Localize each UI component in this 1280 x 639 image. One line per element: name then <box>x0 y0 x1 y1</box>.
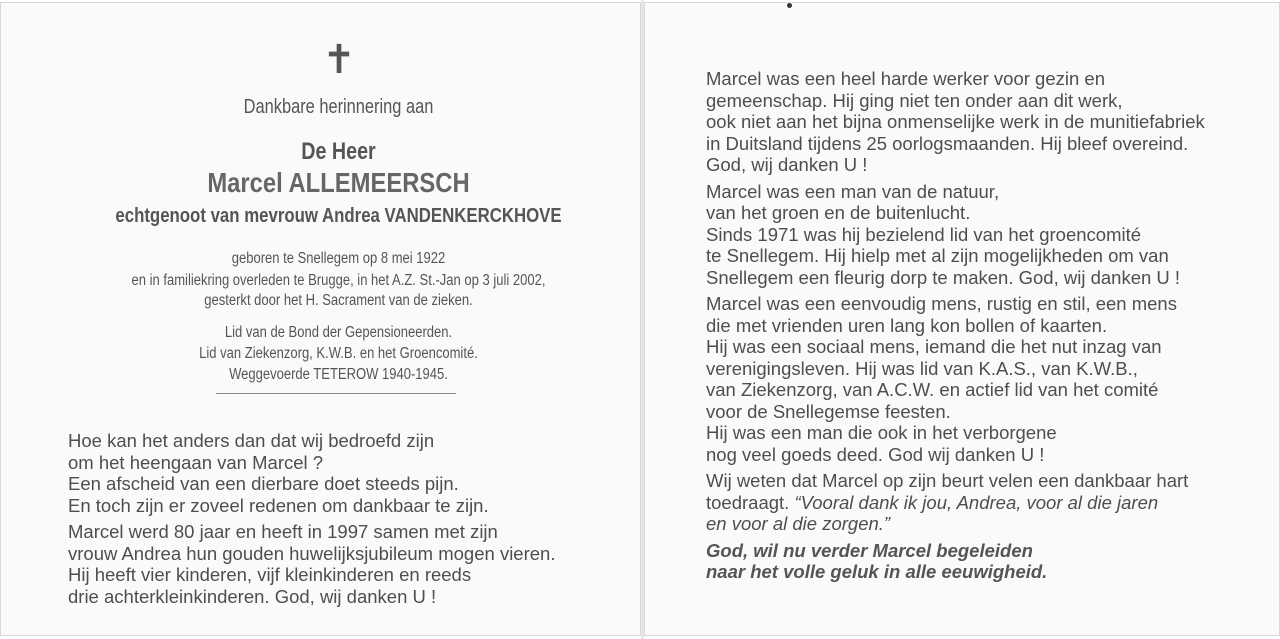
sacrament-line: gesterkt door het H. Sacrament van de zieken. <box>204 292 473 309</box>
text-line: Hoe kan het anders dan dat wij bedroefd zijn <box>68 430 435 451</box>
ink-dot <box>787 3 792 8</box>
membership-line: Lid van Ziekenzorg, K.W.B. en het Groencomité. <box>199 345 478 362</box>
text-line: van Ziekenzorg, van A.C.W. en actief lid van het comité <box>706 379 1159 400</box>
text-line: Een afscheid van een dierbare doet steeds pijn. <box>68 473 459 494</box>
text-line: drie achterkleinkinderen. God, wij danken U ! <box>68 585 437 607</box>
title-text: De Heer <box>301 138 376 165</box>
text-line: gemeenschap. Hij ging niet ten onder aan dit werk, <box>706 89 1123 111</box>
text-line: om het heengaan van Marcel ? <box>68 451 324 473</box>
text-line: vrouw Andrea hun gouden huwelijksjubileum mogen vieren. <box>68 542 556 564</box>
poem-paragraph <box>68 430 555 516</box>
text-line: En toch zijn er zoveel redenen om dankbaar te zijn. <box>68 494 489 516</box>
text-line: in Duitsland tijdens 25 oorlogsmaanden. Hij bleef overeind. <box>706 132 1189 154</box>
membership-line: Weggevoerde TETEROW 1940-1945. <box>229 366 448 383</box>
text-line: ook niet aan het bijna onmenselijke werk in de munitiefabriek <box>706 111 1205 132</box>
spouse-line: echtgenoot van mevrouw Andrea VANDENKERCKHOVE <box>115 205 562 227</box>
text-line: Hij was een man die ook in het verborgene <box>706 422 1057 443</box>
membership-line: Lid van de Bond der Gepensioneerden. <box>224 324 453 341</box>
text-paragraph <box>706 293 1205 465</box>
text-line: te Snellegem. Hij hielp met al zijn mogelijkheden om van <box>706 245 1169 266</box>
text-paragraph <box>706 470 1205 535</box>
left-poem <box>68 430 555 612</box>
text-line: nog veel goeds deed. God wij danken U ! <box>706 443 1045 465</box>
divider-rule <box>216 393 456 394</box>
text-line: Marcel werd 80 jaar en heeft in 1997 samen met zijn <box>68 521 498 542</box>
deceased-name: Marcel ALLEMEERSCH <box>207 167 470 198</box>
closing-prayer <box>706 540 1205 583</box>
poem-paragraph <box>68 521 555 607</box>
text-paragraph <box>706 181 1205 289</box>
text-line: verenigingsleven. Hij was lid van K.A.S., van K.W.B., <box>706 357 1138 379</box>
text-line: Hij heeft vier kinderen, vijf kleinkinderen en reeds <box>68 564 472 585</box>
text-line: Marcel was een man van de natuur, <box>706 180 1000 202</box>
text-line: Marcel was een heel harde werker voor gezin en <box>706 68 1105 89</box>
plain-text: toedraagt. <box>706 491 795 513</box>
quote-text: en voor al die zorgen.” <box>706 513 891 534</box>
text-line: Marcel was een eenvoudig mens, rustig en stil, een mens <box>706 293 1177 314</box>
text-line: van het groen en de buitenlucht. <box>706 202 971 223</box>
quote-text: “Vooral dank ik jou, Andrea, voor al die jaren <box>794 491 1159 513</box>
intro-text: Dankbare herinnering aan <box>243 96 434 118</box>
text-line: God, wij danken U ! <box>706 154 868 175</box>
right-text <box>706 68 1205 588</box>
text-line: Hij was een sociaal mens, iemand die het nut inzag van <box>706 336 1162 357</box>
text-line: Sinds 1971 was hij bezielend lid van het groencomité <box>706 223 1142 245</box>
birth-line: geboren te Snellegem op 8 mei 1922 <box>231 250 446 267</box>
text-line: Snellegem een fleurig dorp te maken. God, wij danken U ! <box>706 266 1181 288</box>
cross-icon: ✝ <box>322 37 356 83</box>
text-line: voor de Snellegemse feesten. <box>706 400 951 422</box>
text-line: God, wil nu verder Marcel begeleiden <box>706 539 1033 561</box>
death-line: en in familiekring overleden te Brugge, in het A.Z. St.-Jan op 3 juli 2002, <box>131 272 546 289</box>
text-line: naar het volle geluk in alle eeuwigheid. <box>706 561 1048 582</box>
text-paragraph <box>706 68 1205 176</box>
text-line: die met vrienden uren lang kon bollen of kaarten. <box>706 314 1108 336</box>
text-line: Wij weten dat Marcel op zijn beurt velen een dankbaar hart <box>706 470 1189 491</box>
text-line <box>706 492 1205 514</box>
